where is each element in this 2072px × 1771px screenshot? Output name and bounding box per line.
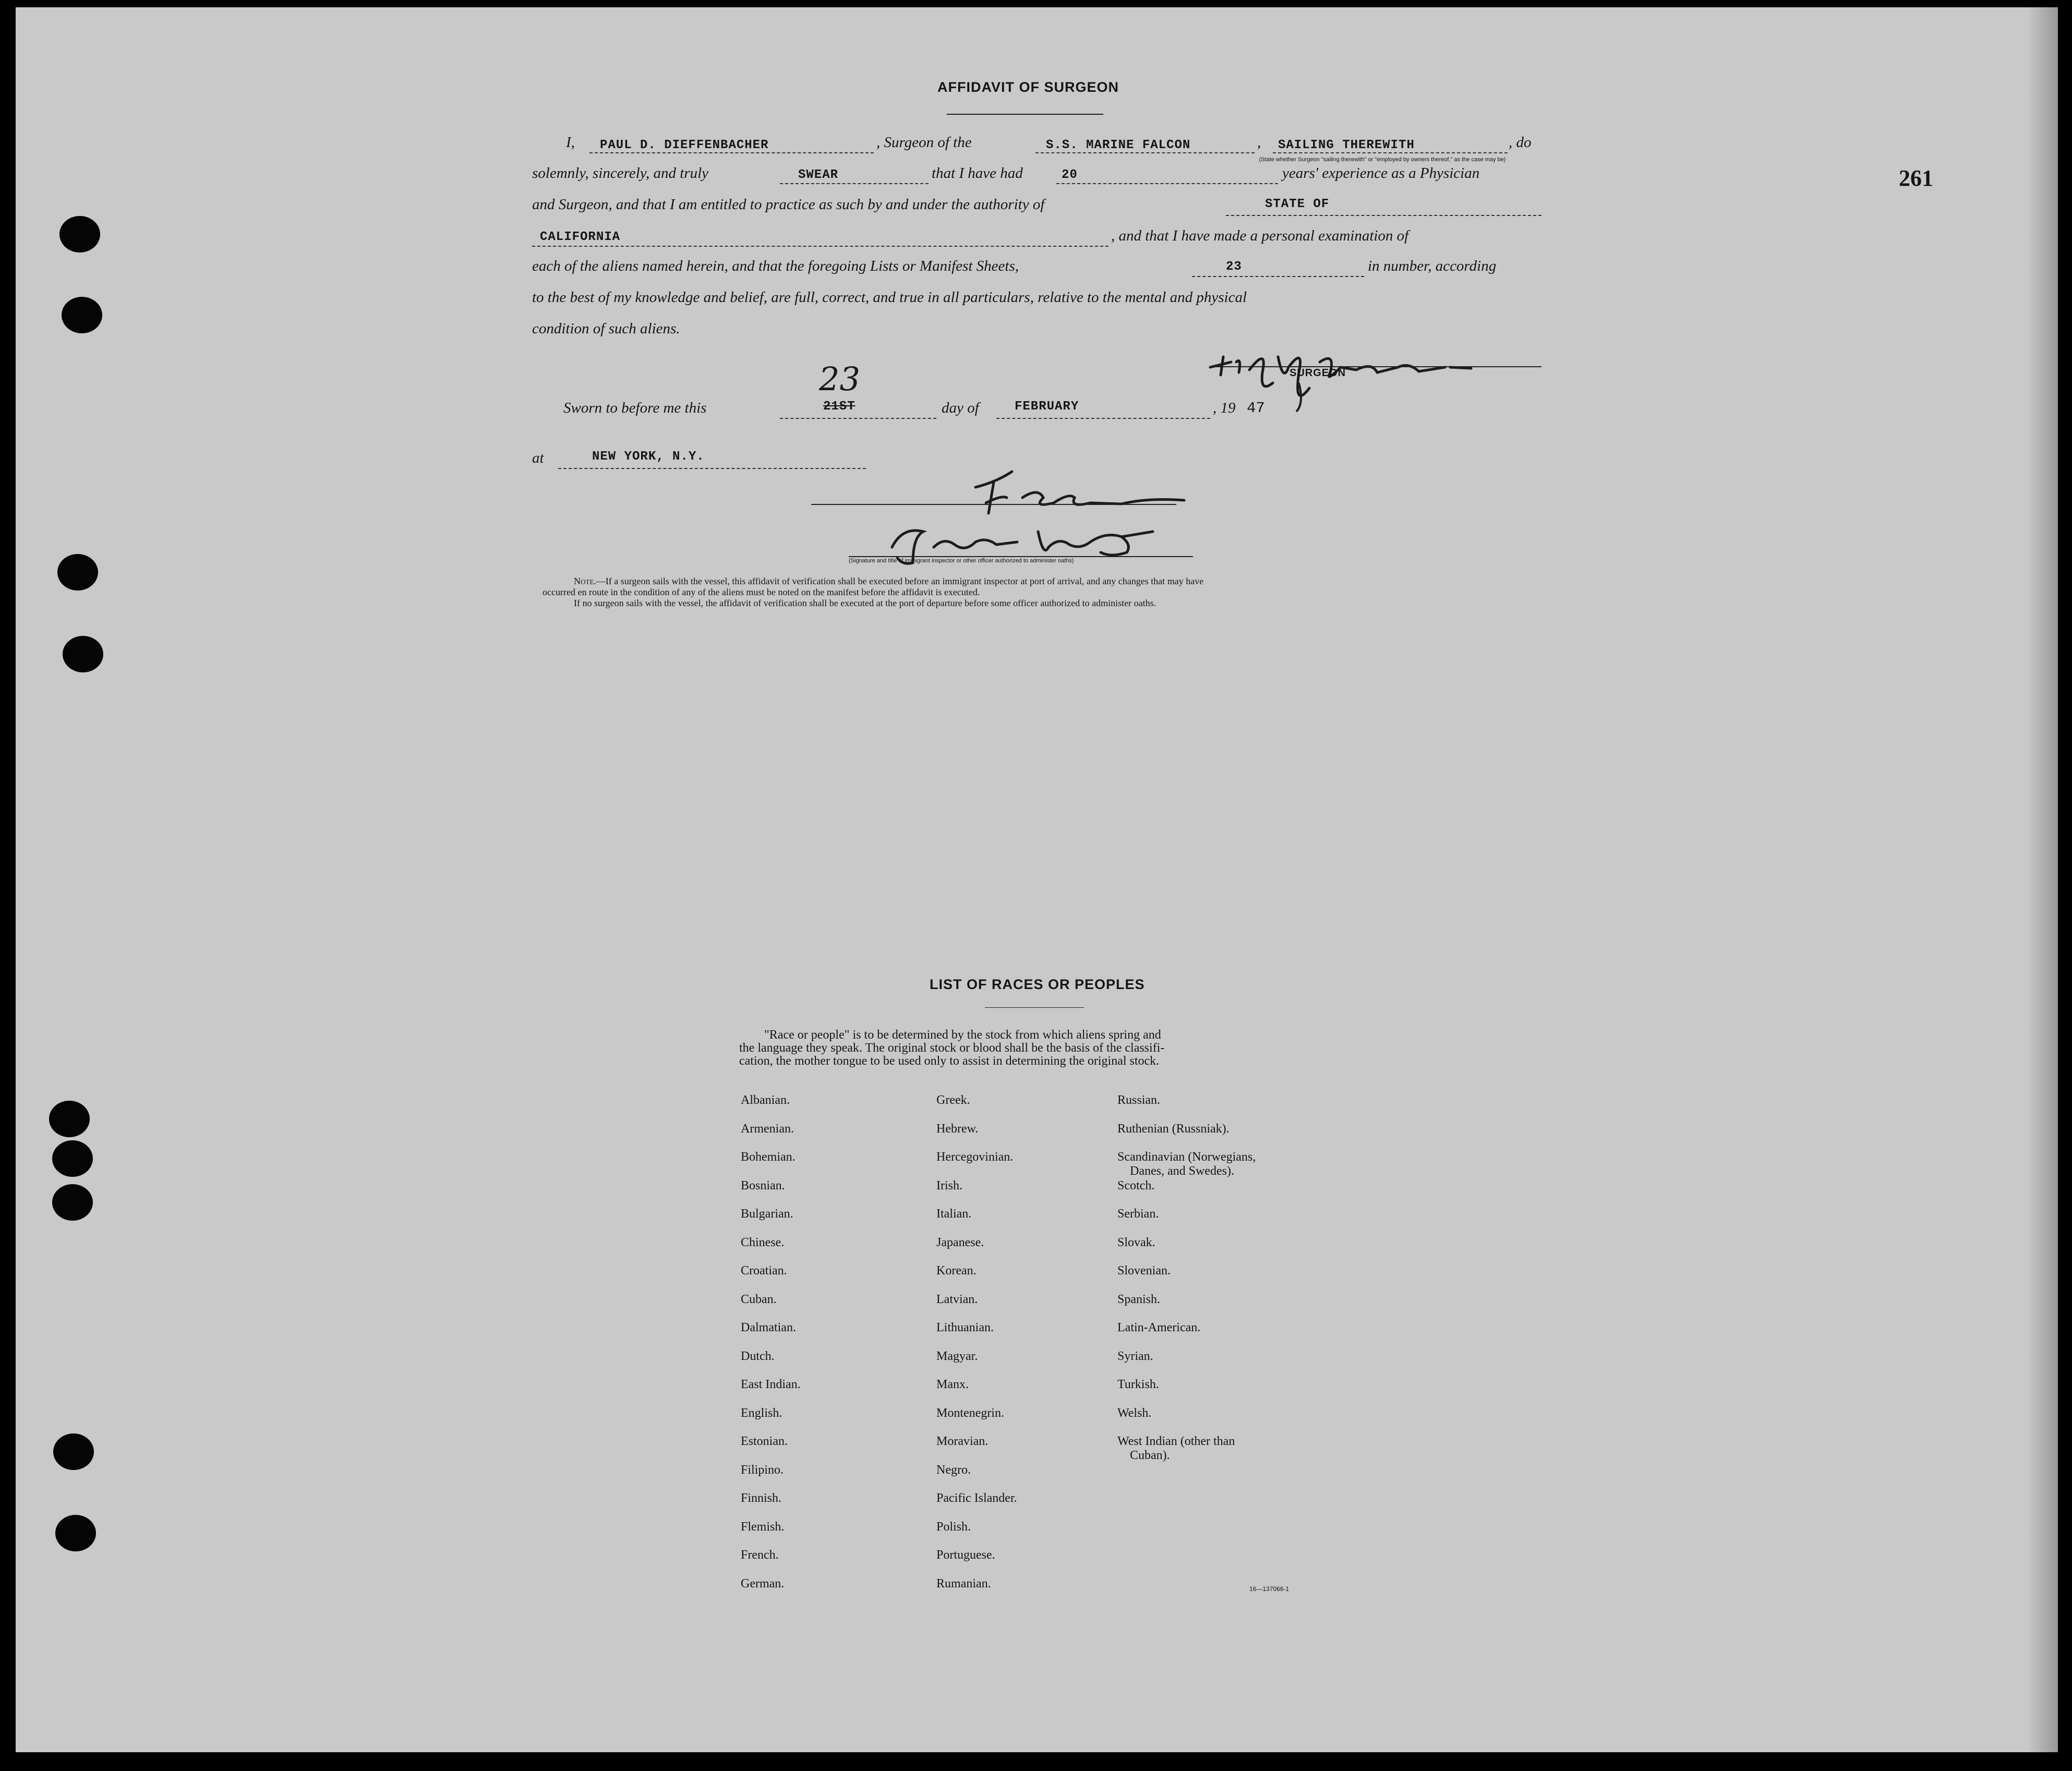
race-item: Irish. <box>936 1178 962 1192</box>
punch-hole <box>57 554 98 591</box>
punch-hole <box>49 1101 90 1137</box>
years-experience: 20 <box>1062 168 1078 182</box>
affidavit-line2-mid: that I have had <box>932 165 1023 182</box>
surgeon-signature-line <box>1210 366 1541 367</box>
race-item: Russian. <box>1117 1093 1161 1107</box>
note-line3: If no surgeon sails with the vessel, the affidavit of verification shall be executed at the port of departure before some officer authorized to administer oaths. <box>574 598 1157 608</box>
race-item: Bohemian. <box>741 1150 796 1164</box>
inspector-signature-line <box>811 504 1176 505</box>
race-item: Latin-American. <box>1117 1321 1201 1334</box>
officer-signature-caption: (Signature and title of immigrant inspector or other officer authorized to administer oaths) <box>849 558 1074 564</box>
races-title-underline <box>985 1007 1084 1008</box>
race-item: Lithuanian. <box>936 1321 994 1334</box>
years-blank <box>1056 183 1278 184</box>
form-number: 16—137066-1 <box>1249 1585 1290 1593</box>
race-item: Chinese. <box>741 1235 785 1249</box>
affidavit-line5-pre: each of the aliens named herein, and that the foregoing Lists or Manifest Sheets, <box>532 258 1019 274</box>
status-blank <box>1273 152 1508 153</box>
race-item: Bulgarian. <box>741 1207 793 1221</box>
race-item: Ruthenian (Russniak). <box>1117 1122 1230 1136</box>
race-item: Croatian. <box>741 1264 787 1278</box>
inspector-signature <box>965 466 1195 524</box>
sworn-place: NEW YORK, N.Y. <box>592 450 705 464</box>
surgeon-name: PAUL D. DIEFFENBACHER <box>600 138 769 152</box>
oath-blank <box>780 183 929 184</box>
race-item: Spanish. <box>1117 1292 1161 1306</box>
race-item: Japanese. <box>936 1235 984 1249</box>
affidavit-line1-pre: I, <box>566 134 575 151</box>
sheets-blank <box>1192 276 1364 277</box>
sworn-year: 47 <box>1247 400 1265 417</box>
affidavit-line4: , and that I have made a personal examination of <box>1111 227 1409 244</box>
vessel-blank <box>1035 152 1255 153</box>
status-note: (State whether Surgeon "sailing therewith" or "employed by owners thereof," as the case may be) <box>1259 156 1506 163</box>
race-item: Scotch. <box>1117 1178 1155 1192</box>
race-item: Albanian. <box>741 1093 790 1107</box>
race-item: Slovenian. <box>1117 1264 1171 1278</box>
authority-part1: STATE OF <box>1265 197 1330 211</box>
race-item: Turkish. <box>1117 1378 1159 1391</box>
surgeon-name-blank <box>589 152 874 153</box>
race-item: Manx. <box>936 1378 969 1391</box>
authority-blank-2 <box>532 246 1109 247</box>
race-item: Serbian. <box>1117 1207 1159 1221</box>
page-edge-shadow <box>2027 7 2058 1752</box>
race-item: Montenegrin. <box>936 1406 1004 1420</box>
race-item: Moravian. <box>936 1435 989 1448</box>
race-item: Negro. <box>936 1463 971 1477</box>
race-item: Dutch. <box>741 1349 775 1363</box>
races-intro-line3: cation, the mother tongue to be used only to assist in determining the original stock. <box>739 1054 1160 1068</box>
races-intro-line1: "Race or people" is to be determined by the stock from which aliens spring and <box>764 1028 1161 1042</box>
note-label: Note. <box>574 576 596 586</box>
race-item: English. <box>741 1406 782 1420</box>
affidavit-line7: condition of such aliens. <box>532 320 680 337</box>
race-item: Estonian. <box>741 1435 788 1448</box>
race-item: Welsh. <box>1117 1406 1152 1420</box>
race-item: Pacific Islander. <box>936 1491 1017 1505</box>
race-item: Italian. <box>936 1207 972 1221</box>
day-handwritten: 23 <box>819 360 860 398</box>
race-item: Portuguese. <box>936 1548 995 1562</box>
punch-hole <box>62 297 102 333</box>
race-item: Armenian. <box>741 1122 794 1136</box>
race-item: East Indian. <box>741 1378 801 1391</box>
race-item: Flemish. <box>741 1520 785 1534</box>
race-item: Slovak. <box>1117 1235 1155 1249</box>
affidavit-line6: to the best of my knowledge and belief, are full, correct, and true in all particulars, relative to the mental and physical <box>532 289 1247 306</box>
authority-blank-1 <box>1226 215 1541 216</box>
sworn-mid: day of <box>942 400 979 416</box>
at-label: at <box>532 450 544 466</box>
document-page <box>16 7 2058 1752</box>
note-line1 <box>543 576 1203 587</box>
races-title: LIST OF RACES OR PEOPLES <box>930 977 1145 992</box>
race-item: Scandinavian (Norwegians, Danes, and Swedes). <box>1117 1150 1256 1178</box>
race-item: Cuban. <box>741 1292 777 1306</box>
race-item: Hercegovinian. <box>936 1150 1014 1164</box>
race-item: Polish. <box>936 1520 971 1534</box>
race-item: Filipino. <box>741 1463 784 1477</box>
sworn-pre: Sworn to before me this <box>563 400 707 416</box>
race-item: Syrian. <box>1117 1349 1153 1363</box>
sailing-status: SAILING THEREWITH <box>1278 138 1415 152</box>
punch-hole <box>52 1184 93 1221</box>
race-item: Hebrew. <box>936 1122 979 1136</box>
punch-hole <box>59 216 100 252</box>
affidavit-line5-end: in number, according <box>1368 258 1497 274</box>
affidavit-title: AFFIDAVIT OF SURGEON <box>937 79 1119 95</box>
affidavit-line1-mid: , Surgeon of the <box>876 134 972 151</box>
affidavit-line1-end: , do <box>1509 134 1532 151</box>
title-underline <box>947 114 1103 115</box>
races-intro <box>739 1029 1334 1068</box>
punch-hole <box>55 1515 96 1551</box>
surgeon-label: SURGEON <box>1290 367 1346 379</box>
note-line1-text: —If a surgeon sails with the vessel, this affidavit of verification shall be executed before an immigrant inspector at port of arrival, and any changes that may have <box>596 576 1204 586</box>
race-item: French. <box>741 1548 779 1562</box>
sworn-year-pre: , 19 <box>1213 400 1236 416</box>
race-item: Latvian. <box>936 1292 978 1306</box>
sheets-count: 23 <box>1226 260 1242 274</box>
vessel-name: S.S. MARINE FALCON <box>1046 138 1191 152</box>
authority-part2: CALIFORNIA <box>540 230 621 244</box>
affidavit-line2-end: years' experience as a Physician <box>1282 165 1480 182</box>
races-intro-line2: the language they speak. The original stock or blood shall be the basis of the classifi- <box>739 1041 1165 1055</box>
note-line2: occurred en route in the condition of any of the aliens must be noted on the manifest before the affidavit is executed. <box>543 587 980 597</box>
sworn-month: FEBRUARY <box>1015 400 1079 414</box>
race-item: West Indian (other than Cuban). <box>1117 1435 1235 1462</box>
note-block <box>543 576 1203 609</box>
page-number: 261 <box>1899 165 1933 191</box>
affidavit-line1-comma: , <box>1257 134 1261 151</box>
day-typed: 21ST <box>823 400 856 414</box>
race-item: Magyar. <box>936 1349 978 1363</box>
month-blank <box>996 418 1210 419</box>
punch-hole <box>53 1433 94 1470</box>
affidavit-line3: and Surgeon, and that I am entitled to practice as such by and under the authority of <box>532 196 1045 213</box>
day-blank <box>780 418 936 419</box>
race-item: Dalmatian. <box>741 1321 796 1334</box>
race-item: Greek. <box>936 1093 970 1107</box>
race-item: Korean. <box>936 1264 977 1278</box>
affidavit-line2-pre: solemnly, sincerely, and truly <box>532 165 709 182</box>
place-blank <box>558 468 866 469</box>
race-item: German. <box>741 1576 785 1591</box>
oath-word: SWEAR <box>798 168 839 182</box>
race-item: Rumanian. <box>936 1576 991 1591</box>
race-item: Bosnian. <box>741 1178 785 1192</box>
officer-signature-line <box>849 556 1193 557</box>
punch-hole <box>63 636 103 672</box>
race-item: Finnish. <box>741 1491 782 1505</box>
punch-hole <box>52 1140 93 1177</box>
